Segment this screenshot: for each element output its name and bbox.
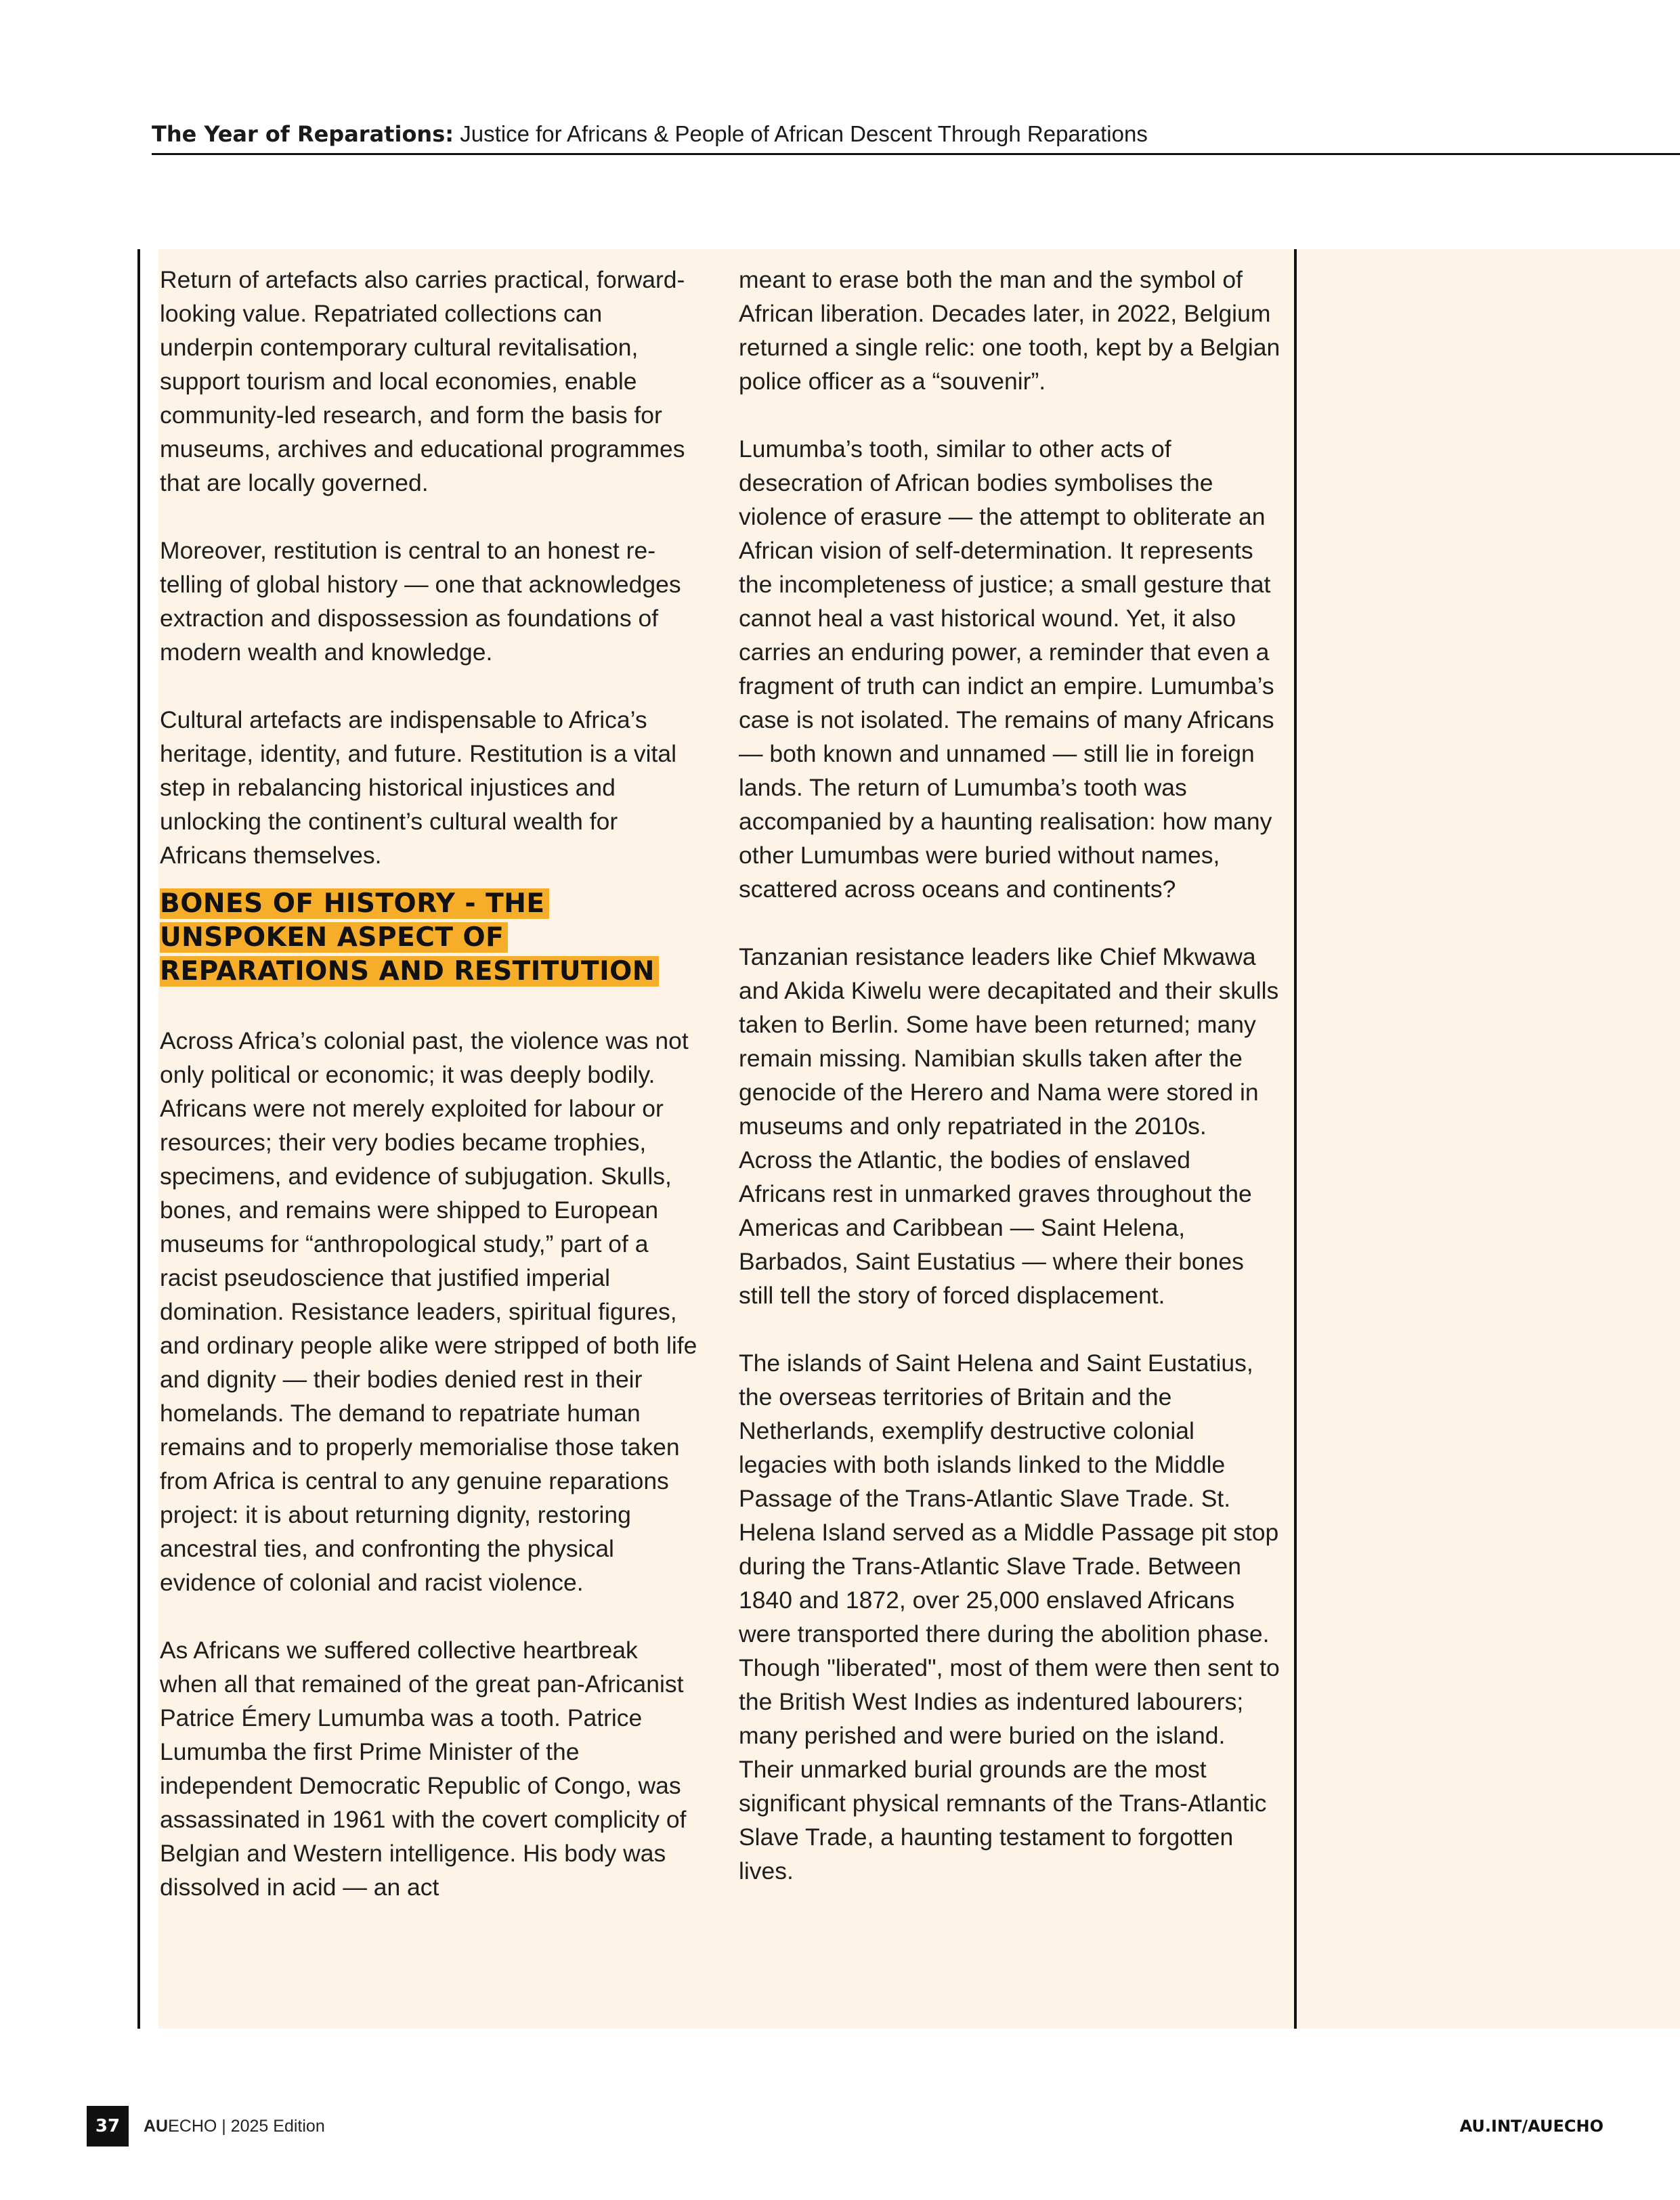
left-column-rule: [137, 249, 140, 2029]
right-column-rule: [1294, 249, 1297, 2029]
brand-bold: AU: [144, 2117, 169, 2136]
section-heading: [160, 887, 702, 989]
section-heading-text: BONES OF HISTORY - THE UNSPOKEN ASPECT OF REPARATIONS AND RESTITUTION: [160, 888, 659, 987]
paragraph: Across Africa’s colonial past, the violence was not only political or economic; it was deeply bodily. Africans were not merely exploited for labour or resources; their very bodies became trophies, specimens, and evidence of subjugation. Skulls, bones, and remains were shipped to European museums for “anthropological study,” part of a racist pseudoscience that justified imperial domination. Resistance leaders, spiritual figures, and ordinary people alike were stripped of both life and dignity — their bodies denied rest in their homelands. The demand to repatriate human remains and to properly memorialise those taken from Africa is central to any genuine reparations project: it is about returning dignity, restoring ancestral ties, and confronting the physical evidence of colonial and racist violence.: [160, 1027, 697, 1596]
paragraph: Cultural artefacts are indispensable to Africa’s heritage, identity, and future. Restitution is a vital step in rebalancing historical injustices and unlocking the continent’s cultural wealth for Africans themselves.: [160, 706, 677, 869]
publication-edition: [144, 2106, 325, 2147]
page-footer: [87, 2106, 1603, 2147]
page-number: 37: [87, 2106, 129, 2147]
article-column-left: [160, 263, 702, 1904]
running-header: [152, 115, 1680, 155]
paragraph: Tanzanian resistance leaders like Chief Mkwawa and Akida Kiwelu were decapitated and their skulls taken to Berlin. Some have been returned; many remain missing. Namibian skulls taken after the genocide of the Herero and Nama were stored in museums and only repatriated in the 2010s. Across the Atlantic, the bodies of enslaved Africans rest in unmarked graves throughout the Americas and Caribbean — Saint Helena, Barbados, Saint Eustatius — where their bones still tell the story of forced displacement.: [739, 943, 1279, 1309]
paragraph: As Africans we suffered collective heartbreak when all that remained of the great pan-Africanist Patrice Émery Lumumba was a tooth. Patrice Lumumba the first Prime Minister of the independent Democratic Republic of Congo, was assassinated in 1961 with the covert complicity of Belgian and Western intelligence. His body was dissolved in acid — an act: [160, 1637, 687, 1901]
paragraph: meant to erase both the man and the symbol of African liberation. Decades later, in 2022, Belgium returned a single relic: one tooth, kept by a Belgian police officer as a “souvenir”.: [739, 266, 1280, 395]
paragraph: The islands of Saint Helena and Saint Eustatius, the overseas territories of Britain and the Netherlands, exemplify destructive colonial legacies with both islands linked to the Middle Passage of the Trans-Atlantic Slave Trade. St. Helena Island served as a Middle Passage pit stop during the Trans-Atlantic Slave Trade. Between 1840 and 1872, over 25,000 enslaved Africans were transported there during the abolition phase. Though "liberated", most of them were then sent to the British West Indies as indentured labourers; many perished and were buried on the island. Their unmarked burial grounds are the most significant physical remnants of the Trans-Atlantic Slave Trade, a haunting testament to forgotten lives.: [739, 1350, 1280, 1884]
paragraph: Return of artefacts also carries practical, forward-looking value. Repatriated collections can underpin contemporary cultural revitalisation, support tourism and local economies, enable community-led research, and form the basis for museums, archives and educational programmes that are locally governed.: [160, 266, 685, 496]
website-link[interactable]: AU.INT/AUECHO: [1459, 2117, 1603, 2136]
header-subtitle: Justice for Africans & People of African Descent Through Reparations: [460, 121, 1148, 146]
brand-rest: ECHO | 2025 Edition: [168, 2117, 325, 2136]
paragraph: Lumumba’s tooth, similar to other acts of desecration of African bodies symbolises the violence of erasure — the attempt to obliterate an African vision of self-determination. It represents the incompleteness of justice; a small gesture that cannot heal a vast historical wound. Yet, it also carries an enduring power, a reminder that even a fragment of truth can indict an empire. Lumumba’s case is not isolated. The remains of many Africans — both known and unnamed — still lie in foreign lands. The return of Lumumba’s tooth was accompanied by a haunting realisation: how many other Lumumbas were buried without names, scattered across oceans and continents?: [739, 435, 1274, 903]
paragraph: Moreover, restitution is central to an honest re-telling of global history — one that acknowledges extraction and dispossession as foundations of modern wealth and knowledge.: [160, 537, 681, 666]
header-title: The Year of Reparations:: [152, 121, 454, 147]
article-column-right: [739, 263, 1280, 1888]
